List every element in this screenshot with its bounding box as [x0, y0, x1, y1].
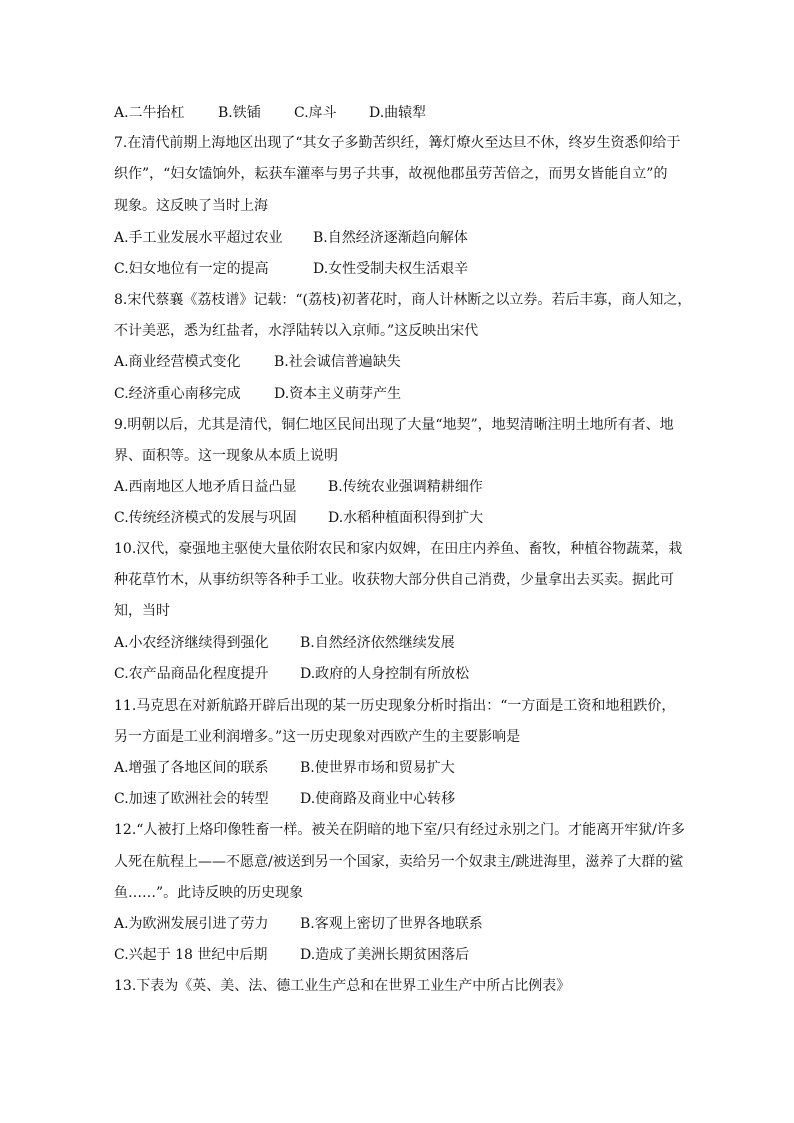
q10-option-d: D.政府的人身控制有所放松	[300, 666, 470, 682]
q7-stem-line: 7.在清代前期上海地区出现了“其女子多勤苦织纴，篝灯燎火至达旦不休，终岁生资悉仰给于	[114, 135, 681, 151]
q9-option-b: B.传统农业强调精耕细作	[328, 479, 483, 495]
q7-option-d: D.女性受制夫权生活艰辛	[313, 261, 469, 277]
q8-option-b: B.社会诚信普遍缺失	[274, 354, 401, 370]
q12-stem-line: 12.“人被打上烙印像牲畜一样。被关在阴暗的地下室/只有经过永别之门。才能离开牢狱/许多	[114, 822, 685, 838]
q12-option-d: D.造成了美洲长期贫困落后	[300, 947, 470, 963]
q10-option-a: A.小农经济继续得到强化	[114, 635, 269, 651]
q11-stem-line: 11.马克思在对新航路开辟后出现的某一历史现象分析时指出：“一方面是工资和地租跌价，	[114, 698, 676, 714]
q11-option-a: A.增强了各地区间的联系	[114, 760, 269, 776]
q6-option-b: B.铁锸	[218, 105, 261, 121]
q7-option-b: B.自然经济逐渐趋向解体	[313, 230, 468, 246]
q9-option-a: A.西南地区人地矛盾日益凸显	[114, 479, 297, 495]
q11-option-d: D.使商路及商业中心转移	[300, 791, 456, 807]
q7-stem-line: 现象。这反映了当时上海	[114, 198, 268, 214]
q9-stem-line: 9.明朝以后，尤其是清代，铜仁地区民间出现了大量“地契”，地契清晰注明土地所有者、地	[114, 417, 674, 433]
q10-stem-line: 10.汉代，豪强地主驱使大量依附农民和家内奴婢，在田庄内养鱼、畜牧，种植谷物蔬菜，栽	[114, 541, 683, 557]
q7-option-c: C.妇女地位有一定的提高	[114, 261, 269, 277]
q8-option-a: A.商业经营模式变化	[114, 354, 241, 370]
q8-option-d: D.资本主义萌芽产生	[274, 386, 402, 402]
q11-option-b: B.使世界市场和贸易扩大	[300, 760, 455, 776]
q6-option-c: C.戽斗	[294, 105, 337, 121]
q9-option-c: C.传统经济模式的发展与巩固	[114, 510, 297, 526]
q10-stem-line: 种花草竹木，从事纺织等各种手工业。收获物大部分供自己消费，少量拿出去买卖。据此可	[114, 572, 674, 588]
q12-option-b: B.客观上密切了世界各地联系	[300, 916, 483, 932]
q8-option-c: C.经济重心南移完成	[114, 386, 241, 402]
q10-option-b: B.自然经济依然继续发展	[300, 635, 455, 651]
q12-stem-line: 鱼……”。此诗反映的历史现象	[114, 885, 304, 901]
q10-option-c: C.农产品商品化程度提升	[114, 666, 269, 682]
q12-stem-line: 人死在航程上——不愿意/被送到另一个国家，卖给另一个奴隶主/跳进海里，滋养了大群的鲨	[114, 854, 684, 870]
q9-option-d: D.水稻种植面积得到扩大	[328, 510, 484, 526]
q8-stem-line: 不计美恶，悉为红盐者，水浮陆转以入京师。”这反映出宋代	[114, 323, 479, 339]
q6-option-d: D.曲辕犁	[369, 105, 427, 121]
q6-option-a: A.二牛抬杠	[114, 105, 185, 121]
q9-stem-line: 界、面积等。这一现象从本质上说明	[114, 448, 338, 464]
q13-stem-line: 13.下表为《英、美、法、德工业生产总和在世界工业生产中所占比例表》	[114, 978, 571, 994]
q11-option-c: C.加速了欧洲社会的转型	[114, 791, 269, 807]
q12-option-c: C.兴起于 18 世纪中后期	[114, 947, 268, 963]
q7-stem-line: 织作”，“妇女馌饷外，耘获车灌率与男子共事，故视他郡虽劳苦倍之，而男女皆能自立”的	[114, 166, 668, 182]
q12-option-a: A.为欧洲发展引进了劳力	[114, 916, 269, 932]
q10-stem-line: 知，当时	[114, 603, 170, 619]
q11-stem-line: 另一方面是工业利润增多。”这一历史现象对西欧产生的主要影响是	[114, 729, 521, 745]
q7-option-a: A.手工业发展水平超过农业	[114, 230, 283, 246]
q8-stem-line: 8.宋代蔡襄《荔枝谱》记载：“(荔枝)初著花时，商人计林断之以立券。若后丰寡，商人知之，	[114, 292, 692, 308]
